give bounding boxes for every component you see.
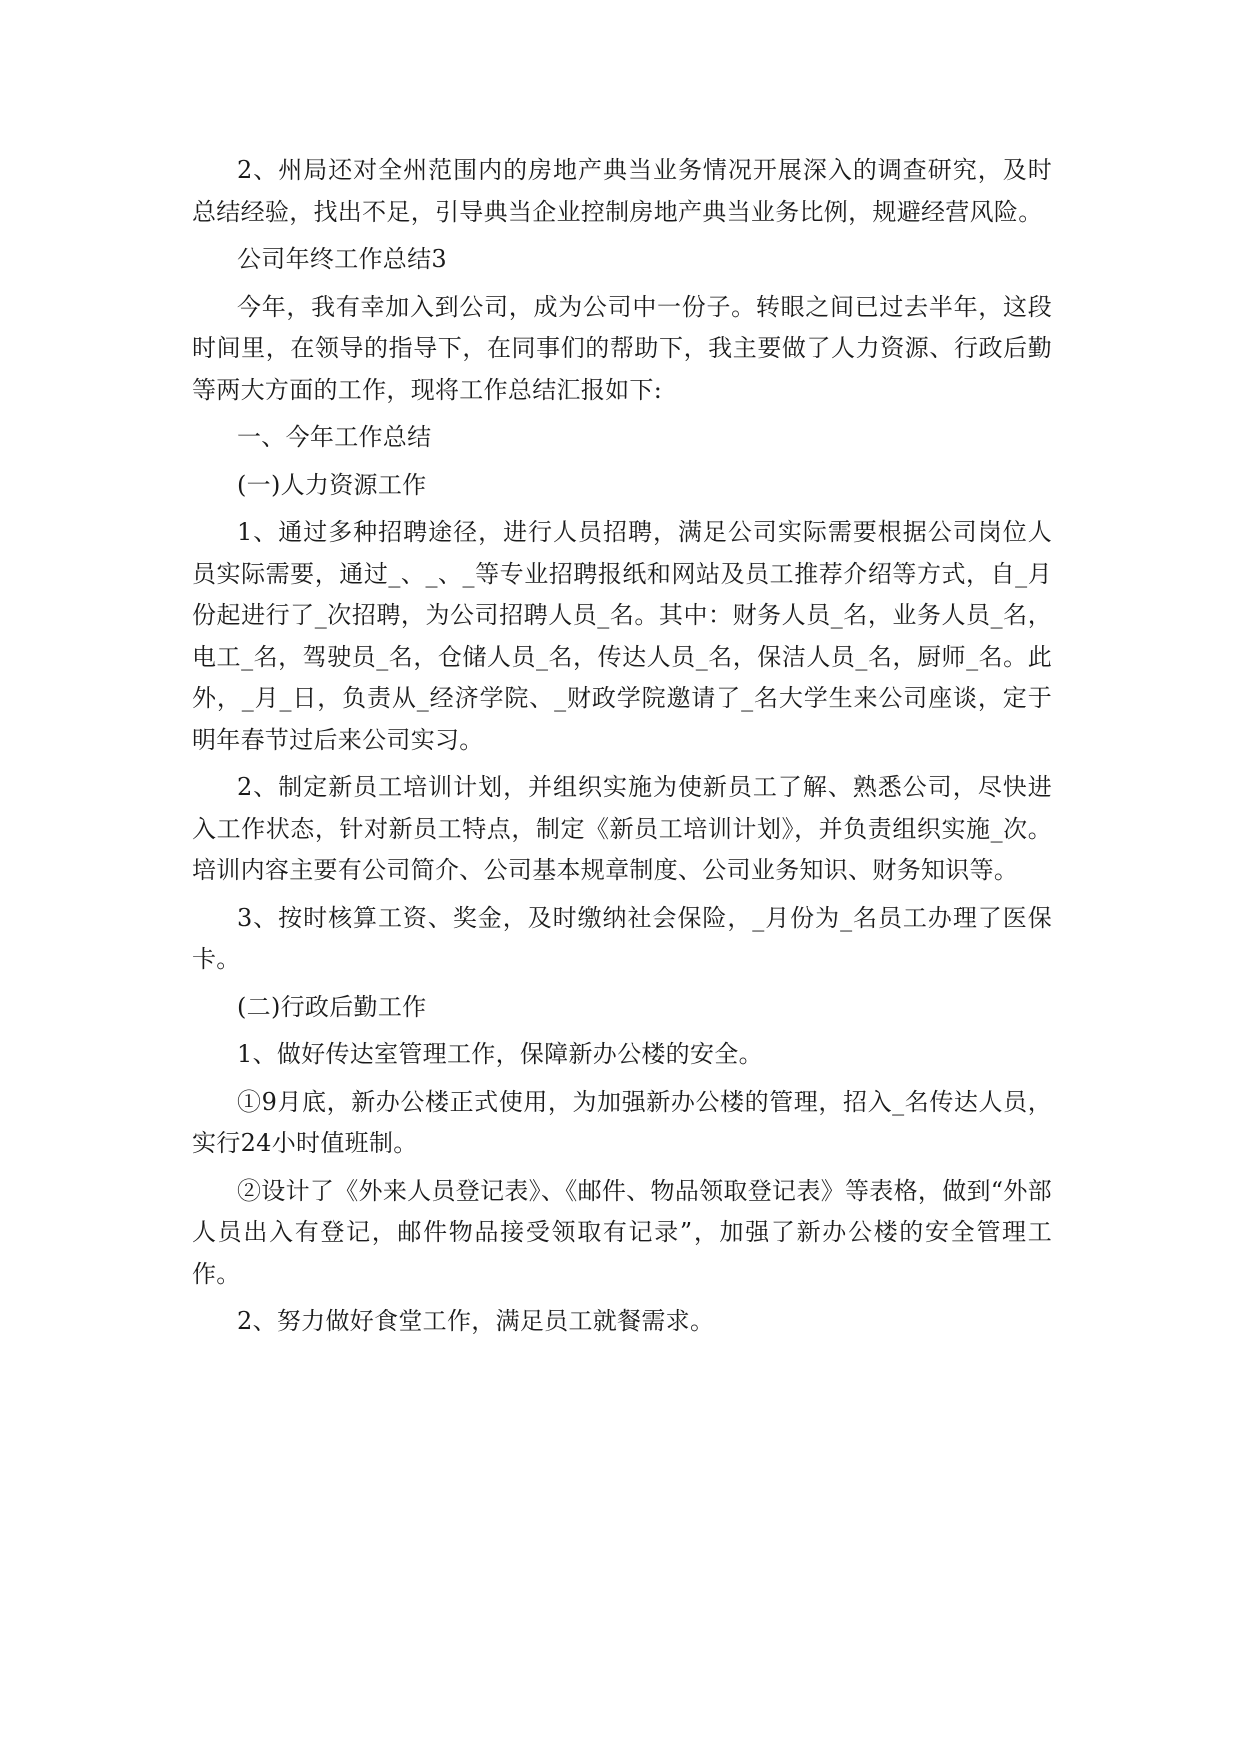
document-body bbox=[192, 150, 1052, 1349]
heading-hr-work: (一)人力资源工作 bbox=[237, 470, 427, 499]
paragraph-reception: 1、做好传达室管理工作，保障新办公楼的安全。 bbox=[237, 1040, 763, 1068]
heading-part-one: 一、今年工作总结 bbox=[237, 423, 432, 451]
paragraph-staffing: ①9月底，新办公楼正式使用，为加强新办公楼的管理，招入_名传达人员，实行24小时值班制。 bbox=[192, 1087, 1052, 1157]
heading-admin-work: (二)行政后勤工作 bbox=[237, 992, 427, 1021]
paragraph-recruitment: 1、通过多种招聘途径，进行人员招聘，满足公司实际需要根据公司岗位人员实际需要，通过_、_、_等专业招聘报纸和网站及员工推荐介绍等方式，自_月份起进行了_次招聘，为公司招聘人员_名。其中：财务人员_名，业务人员_名，电工_名，驾驶员_名，仓储人员_名，传达人员_名，保洁人员_名，厨师_名。此外，_月_日，负责从_经济学院、_财政学院邀请了_名大学生来公司座谈，定于明年春节过后来公司实习。 bbox=[192, 518, 1052, 754]
paragraph-payroll: 3、按时核算工资、奖金，及时缴纳社会保险，_月份为_名员工办理了医保卡。 bbox=[192, 903, 1052, 973]
paragraph-intro: 今年，我有幸加入到公司，成为公司中一份子。转眼之间已过去半年，这段时间里，在领导的指导下，在同事们的帮助下，我主要做了人力资源、行政后勤等两大方面的工作，现将工作总结汇报如下: bbox=[192, 292, 1052, 404]
section-title: 公司年终工作总结3 bbox=[237, 245, 447, 273]
paragraph-1: 2、州局还对全州范围内的房地产典当业务情况开展深入的调查研究，及时总结经验，找出不足，引导典当企业控制房地产典当业务比例，规避经营风险。 bbox=[192, 156, 1052, 226]
paragraph-training: 2、制定新员工培训计划，并组织实施为使新员工了解、熟悉公司，尽快进入工作状态，针对新员工特点，制定《新员工培训计划》，并负责组织实施_次。培训内容主要有公司简介、公司基本规章制度、公司业务知识、财务知识等。 bbox=[192, 773, 1052, 884]
paragraph-forms: ②设计了《外来人员登记表》、《邮件、物品领取登记表》等表格，做到“外部人员出入有登记，邮件物品接受领取有记录”，加强了新办公楼的安全管理工作。 bbox=[192, 1176, 1052, 1288]
paragraph-canteen: 2、努力做好食堂工作，满足员工就餐需求。 bbox=[237, 1307, 715, 1335]
